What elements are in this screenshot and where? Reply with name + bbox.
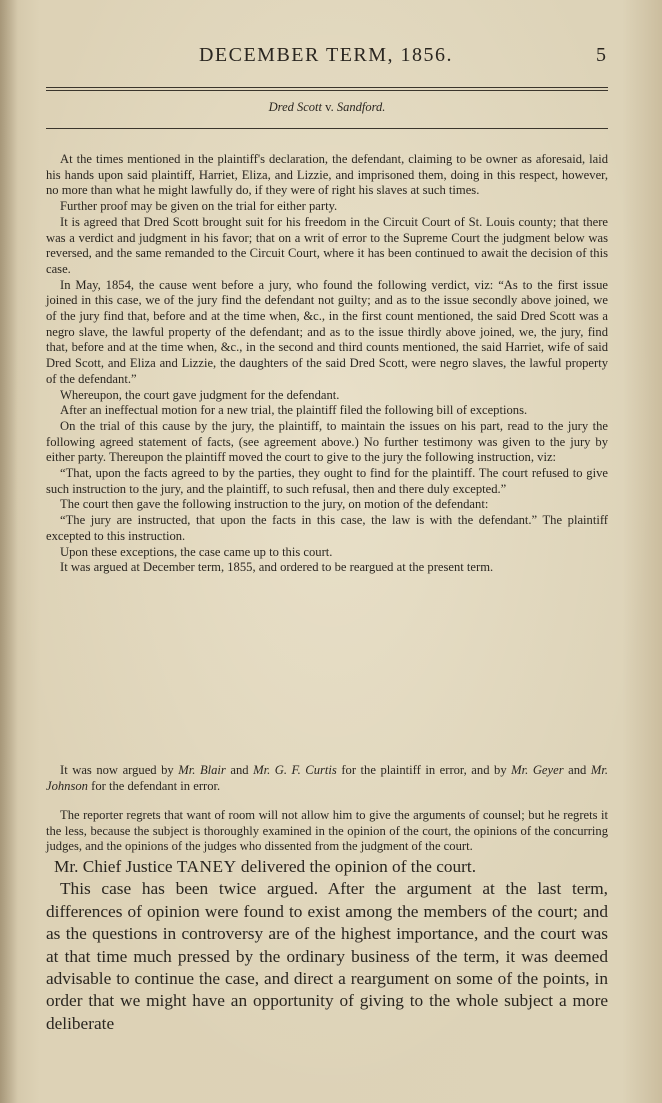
- argued-text: and: [225, 763, 254, 777]
- counsel-name: Mr. Johnson: [46, 763, 609, 793]
- case-defendant: Sandford.: [336, 100, 386, 114]
- statement-paragraph: Further proof may be given on the trial for either party.: [60, 199, 338, 214]
- statement-paragraph: At the times mentioned in the plaintiff's declaration, the defendant, claiming to be owner as aforesaid, laid his hands upon said plaintiff, Harriet, Eliza, and Lizzie, and imprisoned them, doing in this respect, however, no more than what he might lawfully do, if they were of right his slaves at such times.: [46, 152, 608, 198]
- opinion-paragraph: This case has been twice argued. After the argument at the last term, differences of opinion were found to exist among the members of the court; and as the questions in controversy are of the highest importance, and the court was at that time much pressed by the ordinary business of the term, it was deemed advisable to continue the case, and direct a reargument on some of the points, in order that we might have an opportunity of giving to the whole subject a more deliberate: [46, 879, 608, 1033]
- header-rule-top: [46, 87, 608, 88]
- statement-paragraph: The court then gave the following instruction to the jury, on motion of the defendant:: [60, 497, 489, 512]
- running-head: [46, 44, 606, 70]
- statement-paragraph: In May, 1854, the cause went before a jury, who found the following verdict, viz: “As to the first issue joined in this case, we of the jury find the defendant not guilty; and as to the issue secondly above joined, we of the jury find that, before and at the time when, &c., in the first count mentioned, the said Dred Scott was a negro slave, the lawful property of the defendant; and as to the issue thirdly above joined, we, the jury, find that, before and at the time when, &c., in the second and third counts mentioned, the said Harriet, wife of said Dred Scott, and Eliza and Lizzie, the daughters of the said Dred Scott, were negro slaves, the lawful property of the defendant.”: [46, 277, 608, 386]
- opinion-lead-post: delivered the opinion of the court.: [236, 857, 477, 876]
- statement-paragraph: Upon these exceptions, the case came up to this court.: [60, 544, 333, 559]
- justice-name: TANEY: [176, 857, 237, 876]
- argued-text: and: [563, 763, 591, 777]
- statement-of-case: [46, 152, 608, 576]
- opinion-of-court: [46, 856, 608, 1035]
- statement-paragraph: Whereupon, the court gave judgment for the defendant.: [60, 387, 340, 402]
- case-title: [46, 100, 608, 115]
- statement-paragraph: After an ineffectual motion for a new trial, the plaintiff filed the following bill of exceptions.: [60, 403, 528, 418]
- term-heading: DECEMBER TERM, 1856.: [198, 44, 454, 66]
- argued-text: It was now argued by: [60, 763, 179, 777]
- spine-shadow: [0, 0, 18, 1103]
- header-rule-double: [46, 90, 608, 91]
- reporter-note: [46, 808, 608, 855]
- statement-paragraph: It was argued at December term, 1855, and ordered to be reargued at the present term.: [60, 560, 494, 575]
- case-versus: v.: [325, 100, 334, 114]
- argued-text: for the plaintiff in error, and by: [336, 763, 512, 777]
- statement-quote: “That, upon the facts agreed to by the parties, they ought to find for the plaintiff. The court refused to give such instruction to the jury, and the plaintiff, to such refusal, then and there duly excepted.”: [46, 466, 608, 496]
- reporter-paragraph: The reporter regrets that want of room will not allow him to give the arguments of counsel; but he regrets it the less, because the subject is thoroughly examined in the opinion of the court, the opinions of the concurring judges, and the opinions of the judges who dissented from the judgment of the court.: [46, 808, 608, 854]
- page-number: 5: [596, 44, 606, 66]
- argued-note: [46, 763, 608, 794]
- opinion-lead: [46, 856, 608, 878]
- counsel-name: Mr. Blair: [178, 763, 226, 777]
- argued-paragraph: [46, 763, 608, 794]
- case-title-rule: [46, 128, 608, 129]
- case-plaintiff: Dred Scott: [268, 100, 323, 114]
- argued-text: for the defendant in error.: [87, 778, 221, 793]
- counsel-name: Mr. G. F. Curtis: [253, 763, 337, 777]
- counsel-name: Mr. Geyer: [511, 763, 564, 777]
- opinion-lead-pre: Mr. Chief Justice: [54, 857, 177, 876]
- statement-paragraph: On the trial of this cause by the jury, the plaintiff, to maintain the issues on his part, read to the jury the following agreed statement of facts, (see agreement above.) No further testimony was given to the jury by either party. Thereupon the plaintiff moved the court to give to the jury the following instruction, viz:: [46, 418, 608, 465]
- statement-paragraph: It is agreed that Dred Scott brought suit for his freedom in the Circuit Court of St. Louis county; that there was a verdict and judgment in his favor; that on a writ of error to the Supreme Court the judgment below was reversed, and the same remanded to the Circuit Court, where it has been continued to await the decision of this case.: [46, 214, 608, 276]
- statement-quote: “The jury are instructed, that upon the facts in this case, the law is with the defendant.” The plaintiff excepted to this instruction.: [46, 513, 608, 543]
